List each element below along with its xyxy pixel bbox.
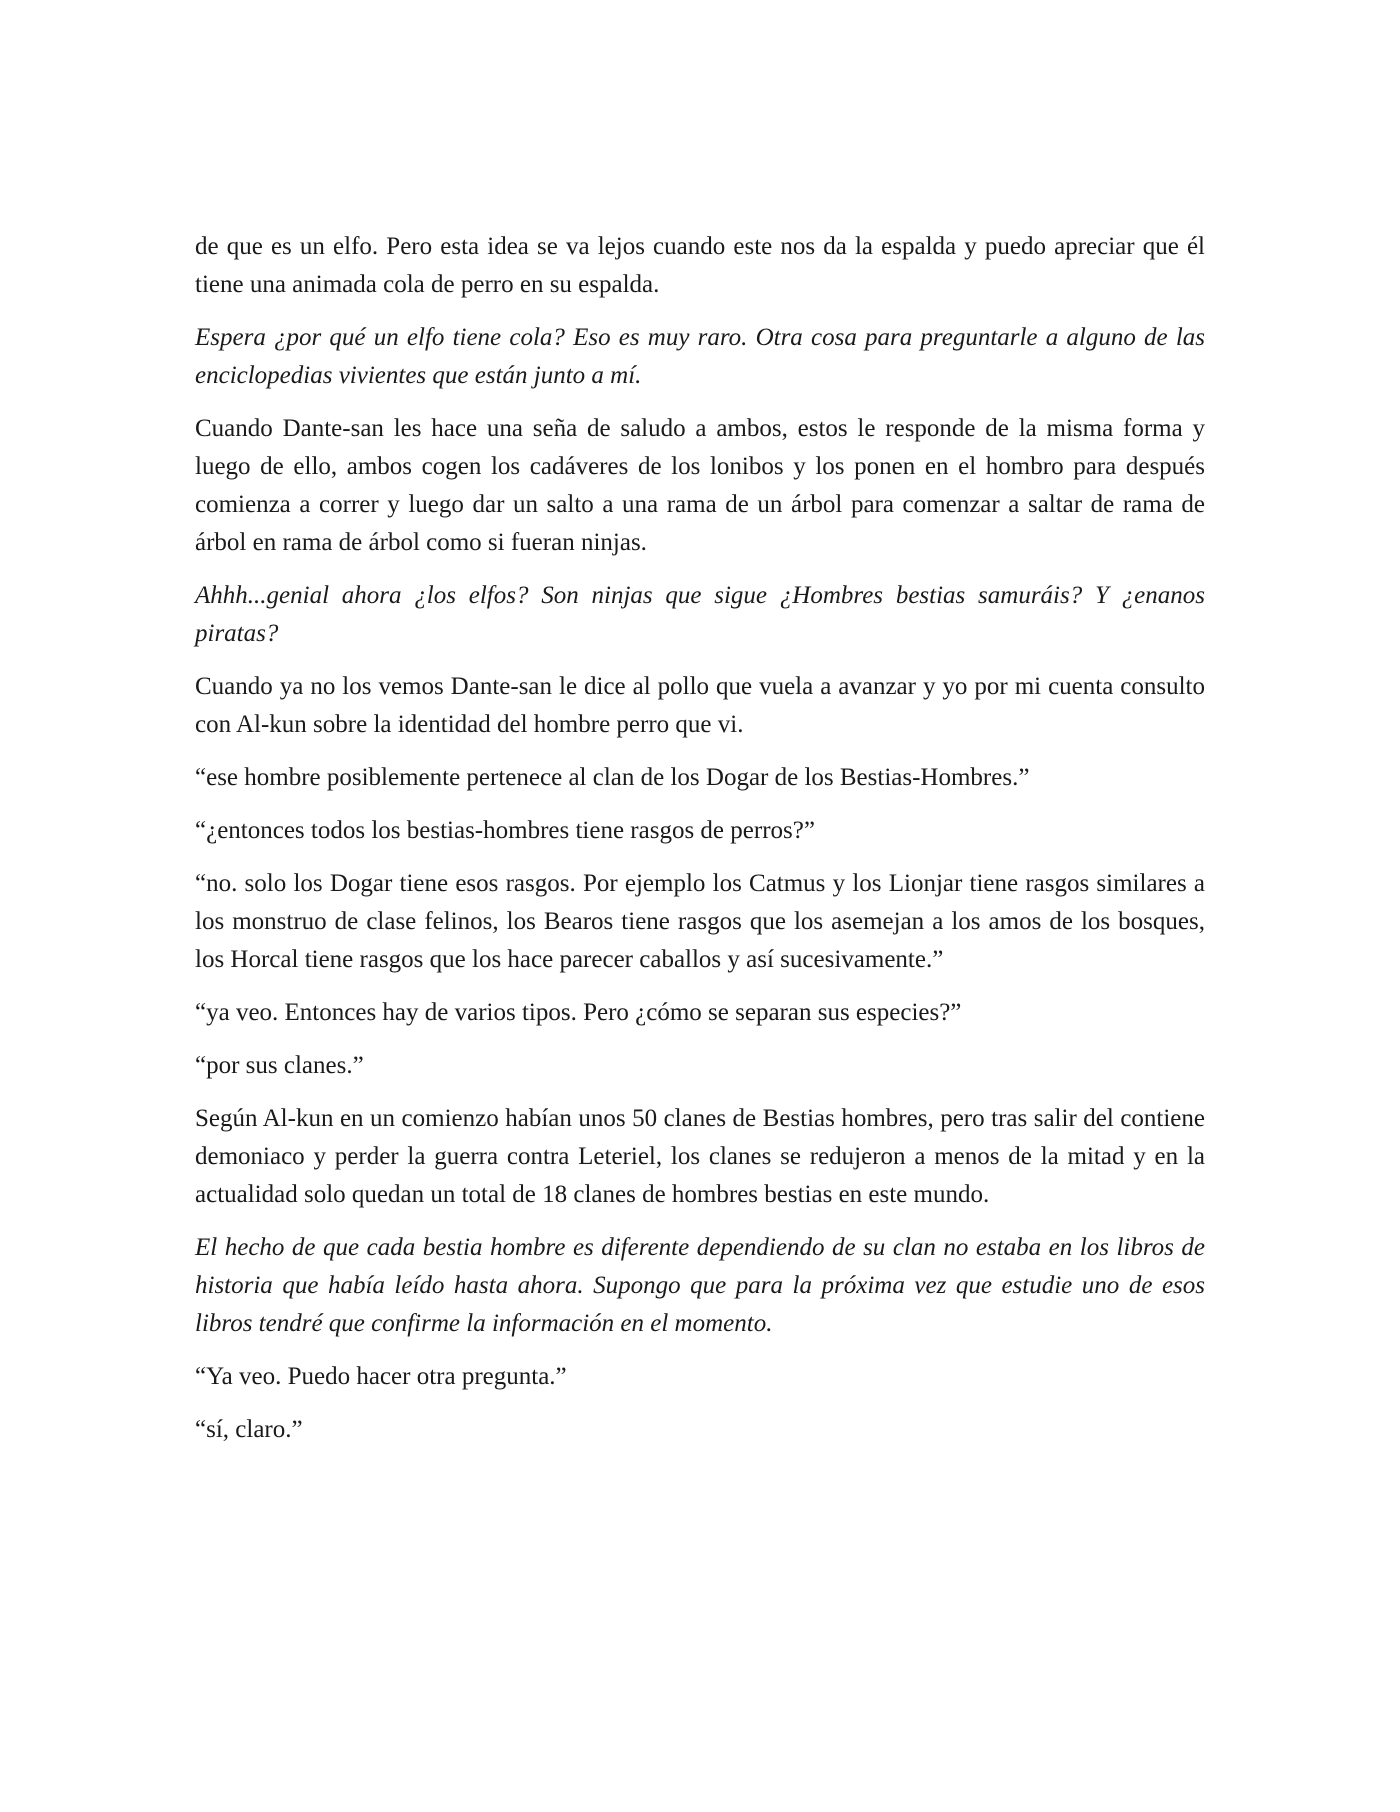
paragraph-3: Cuando Dante-san les hace una seña de saludo a ambos, estos le responde de la misma forma y luego de ello, ambos cogen los cadáveres de los lonibos y los ponen en el hombro para después comienza a correr y luego dar un salto a una rama de un árbol para comenzar a saltar de rama de árbol en rama de árbol como si fueran ninjas. (195, 415, 1205, 556)
paragraph-14: “sí, claro.” (195, 1416, 303, 1443)
paragraph-11: Según Al-kun en un comienzo habían unos 50 clanes de Bestias hombres, pero tras salir del contiene demoniaco y perder la guerra contra Leteriel, los clanes se redujeron a menos de la mitad y en la actualidad solo quedan un total de 18 clanes de hombres bestias en este mundo. (195, 1105, 1205, 1208)
document-page (195, 228, 1205, 1464)
paragraph-12: El hecho de que cada bestia hombre es diferente dependiendo de su clan no estaba en los libros de historia que había leído hasta ahora. Supongo que para la próxima vez que estudie uno de esos libros tendré que confirme la información en el momento. (195, 1234, 1205, 1337)
paragraph-4: Ahhh...genial ahora ¿los elfos? Son ninjas que sigue ¿Hombres bestias samuráis? Y ¿enanos piratas? (195, 582, 1205, 647)
paragraph-9: “ya veo. Entonces hay de varios tipos. Pero ¿cómo se separan sus especies?” (195, 999, 962, 1026)
paragraph-10: “por sus clanes.” (195, 1052, 364, 1079)
paragraph-5: Cuando ya no los vemos Dante-san le dice al pollo que vuela a avanzar y yo por mi cuenta consulto con Al-kun sobre la identidad del hombre perro que vi. (195, 673, 1205, 738)
paragraph-8: “no. solo los Dogar tiene esos rasgos. Por ejemplo los Catmus y los Lionjar tiene rasgos similares a los monstruo de clase felinos, los Bearos tiene rasgos que los asemejan a los amos de los bosques, los Horcal tiene rasgos que los hace parecer caballos y así sucesivamente.” (195, 870, 1205, 973)
paragraph-6: “ese hombre posiblemente pertenece al clan de los Dogar de los Bestias-Hombres.” (195, 764, 1030, 791)
paragraph-7: “¿entonces todos los bestias-hombres tiene rasgos de perros?” (195, 817, 815, 844)
paragraph-2: Espera ¿por qué un elfo tiene cola? Eso es muy raro. Otra cosa para preguntarle a alguno de las enciclopedias vivientes que están junto a mí. (195, 324, 1205, 389)
paragraph-13: “Ya veo. Puedo hacer otra pregunta.” (195, 1363, 567, 1390)
paragraph-1: de que es un elfo. Pero esta idea se va lejos cuando este nos da la espalda y puedo apreciar que él tiene una animada cola de perro en su espalda. (195, 233, 1205, 298)
